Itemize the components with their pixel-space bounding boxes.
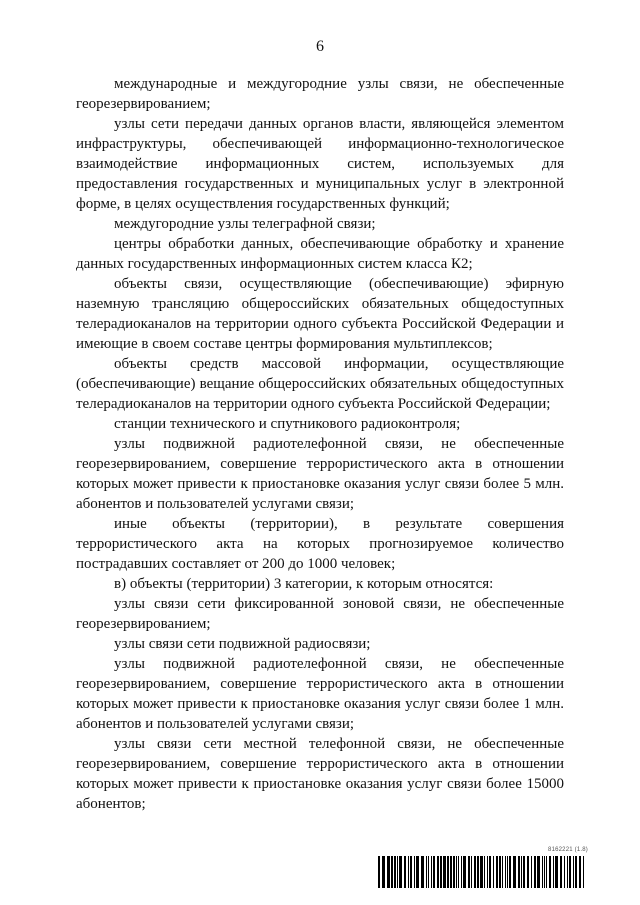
page-number: 6 bbox=[316, 38, 324, 55]
document-body bbox=[76, 74, 564, 814]
paragraph: объекты связи, осуществляющие (обеспечивающие) эфирную наземную трансляцию общероссийских обязательных общедоступных телерадиоканалов на территории одного субъекта Российской Федерации и имеющие в своем составе центры формирования мультиплексов; bbox=[76, 276, 564, 352]
paragraph: узлы подвижной радиотелефонной связи, не обеспеченные георезервированием, совершение террористического акта в отношении которых может привести к приостановке оказания услуг связи более 5 млн. абонентов и пользователей услугами связи; bbox=[76, 436, 564, 512]
paragraph: в) объекты (территории) 3 категории, к которым относятся: bbox=[114, 576, 494, 592]
paragraph: центры обработки данных, обеспечивающие обработку и хранение данных государственных информационных систем класса К2; bbox=[76, 236, 564, 272]
barcode-image bbox=[378, 856, 588, 888]
paragraph: узлы связи сети фиксированной зоновой связи, не обеспеченные георезервированием; bbox=[76, 596, 564, 632]
paragraph: объекты средств массовой информации, осуществляющие (обеспечивающие) вещание общероссийских обязательных общедоступных телерадиоканалов на территории одного субъекта Российской Федерации; bbox=[76, 356, 564, 412]
paragraph: иные объекты (территории), в результате совершения террористического акта на которых прогнозируемое количество пострадавших составляет от 200 до 1000 человек; bbox=[76, 516, 564, 572]
paragraph: узлы подвижной радиотелефонной связи, не обеспеченные георезервированием, совершение террористического акта в отношении которых может привести к приостановке оказания услуг связи более 1 млн. абонентов и пользователей услугами связи; bbox=[76, 656, 564, 732]
paragraph: узлы сети передачи данных органов власти, являющейся элементом инфраструктуры, обеспечивающей информационно-технологическое взаимодействие информационных систем, используемых для предоставления государственных и муниципальных услуг в электронной форме, в целях осуществления государственных функций; bbox=[76, 116, 564, 212]
paragraph: международные и междугородние узлы связи, не обеспеченные георезервированием; bbox=[76, 76, 564, 112]
paragraph: узлы связи сети подвижной радиосвязи; bbox=[114, 636, 371, 652]
paragraph: междугородние узлы телеграфной связи; bbox=[114, 216, 376, 232]
paragraph: станции технического и спутникового радиоконтроля; bbox=[114, 416, 461, 432]
document-code: 8162221 (1.8) bbox=[548, 847, 588, 853]
paragraph: узлы связи сети местной телефонной связи, не обеспеченные георезервированием, совершение террористического акта в отношении которых может привести к приостановке оказания услуг связи более 15000 абонентов; bbox=[76, 736, 564, 812]
